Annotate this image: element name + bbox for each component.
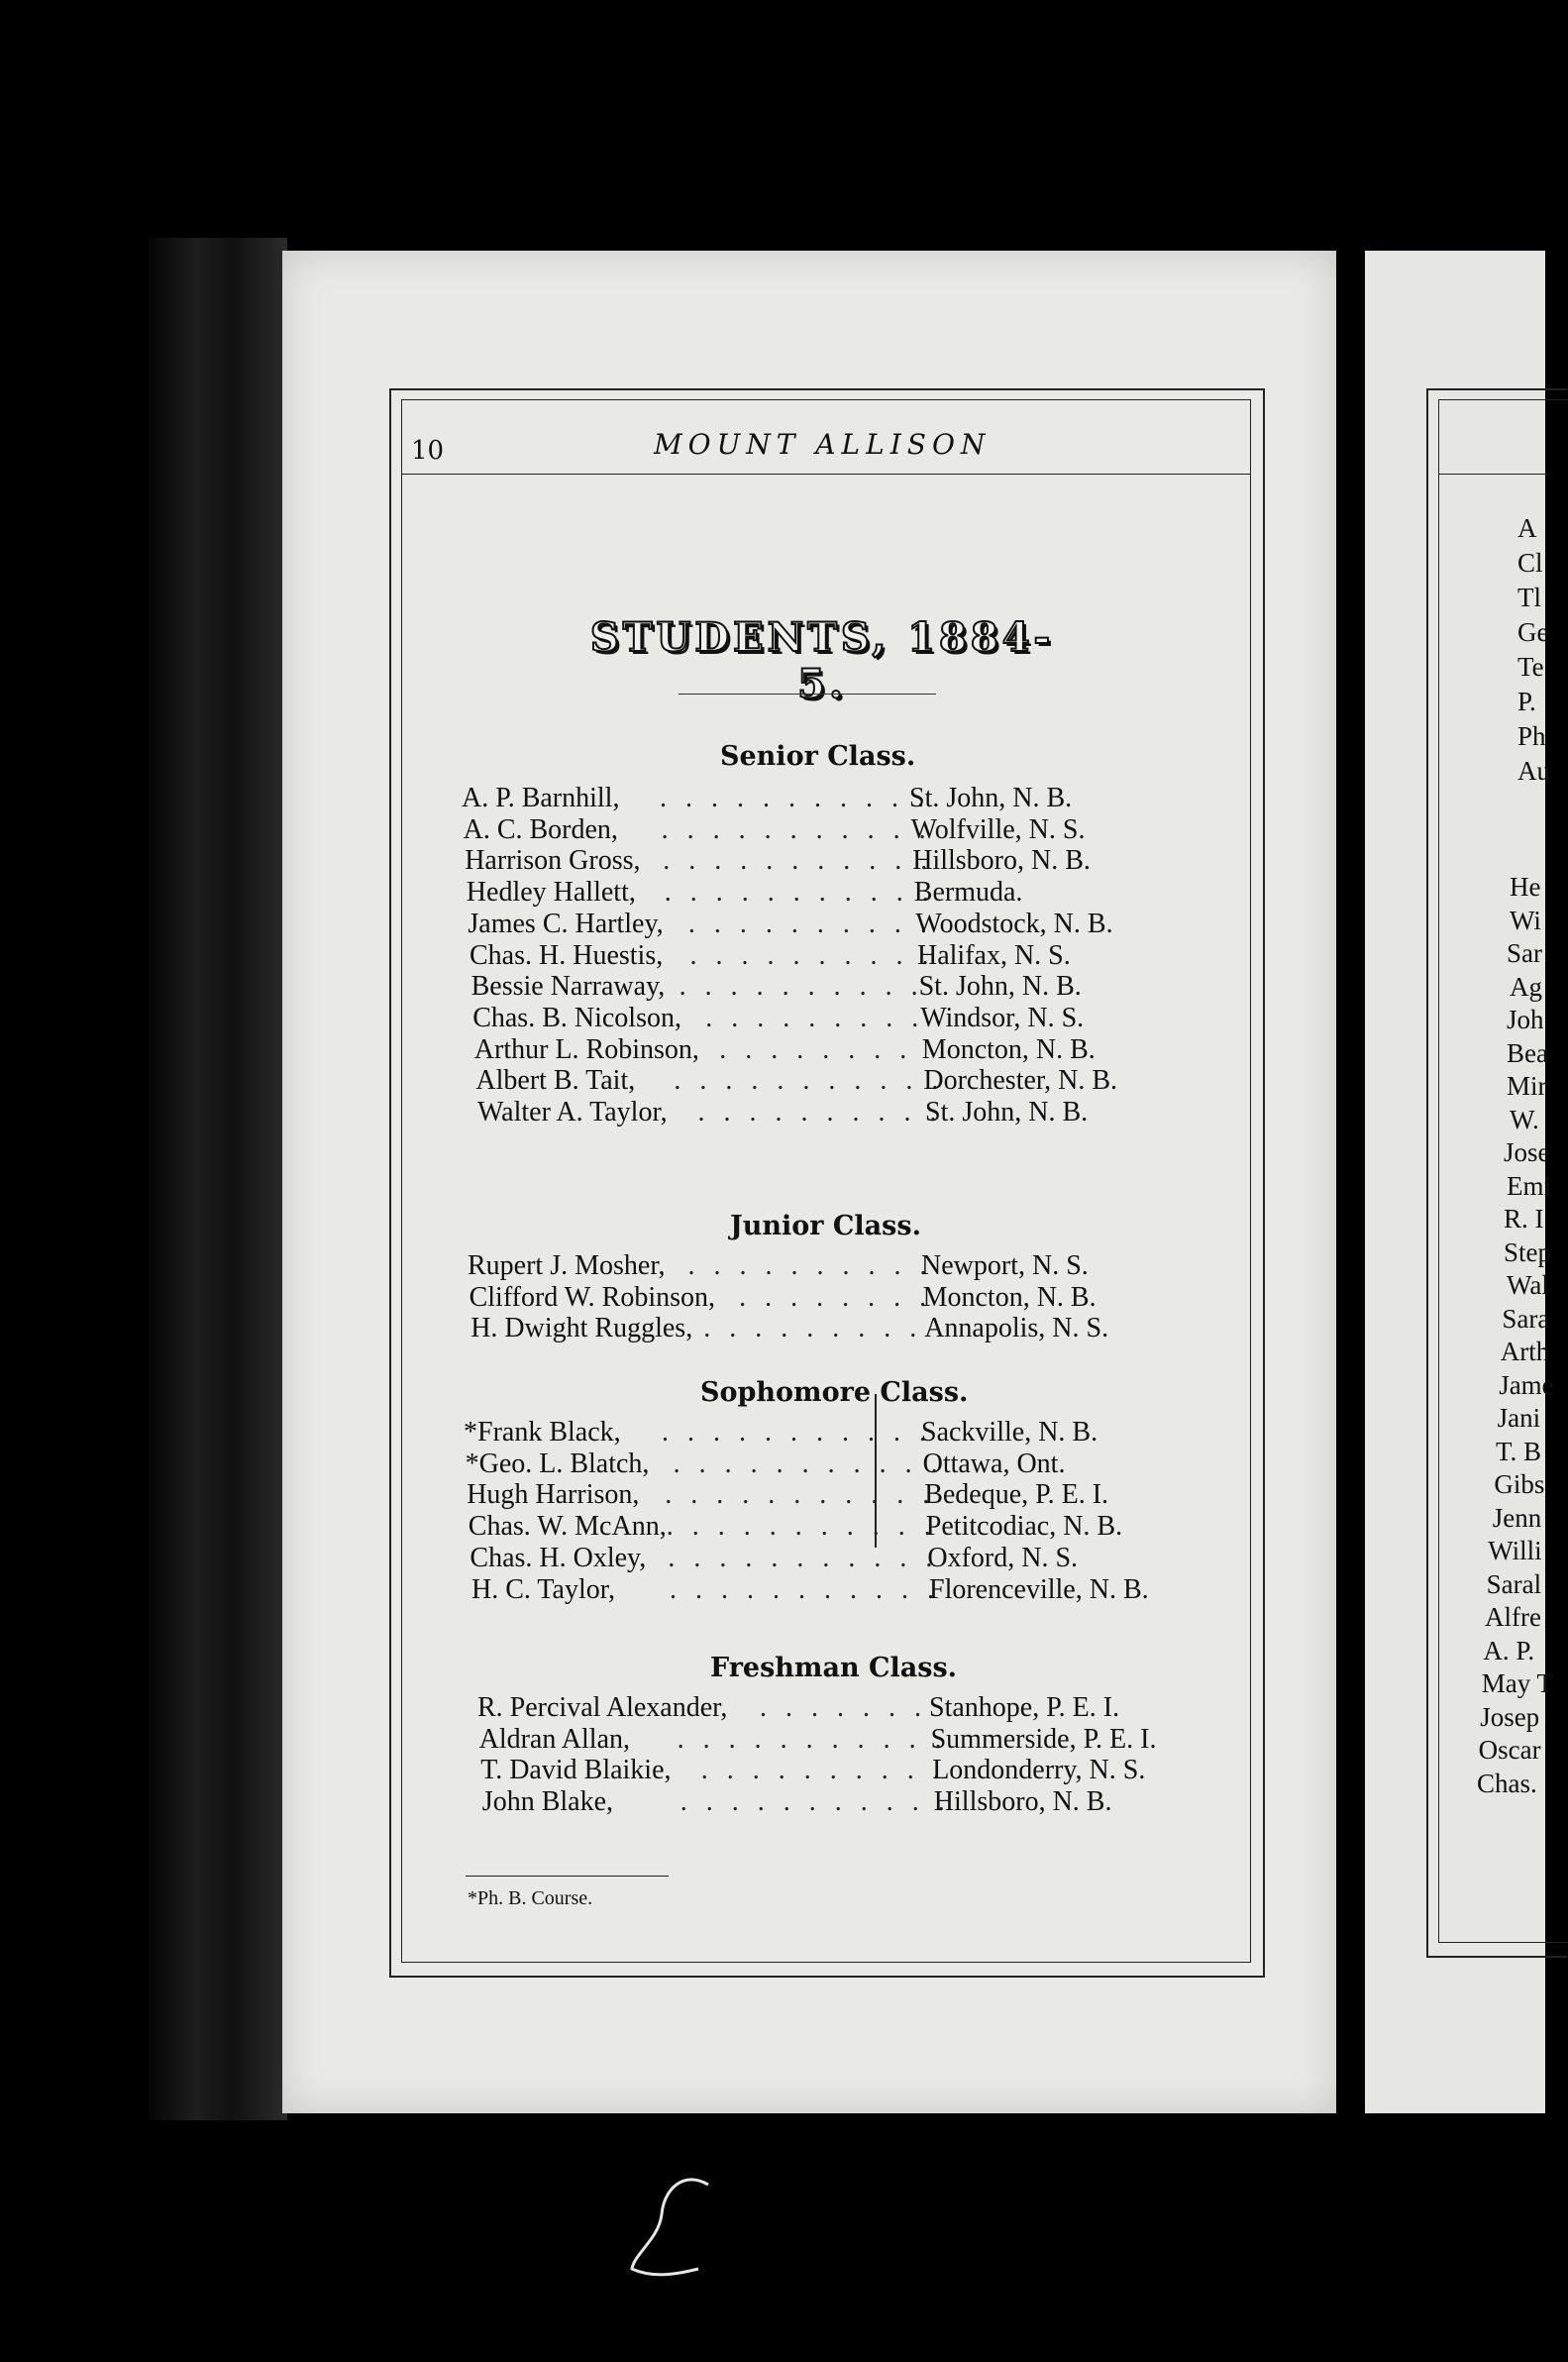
leader-dots: . . . . . . . . . . .	[670, 1573, 940, 1605]
student-name: Albert B. Tait,	[475, 1065, 636, 1097]
adjacent-text-fragment: Alfre	[1485, 1602, 1541, 1632]
leader-dots: . . . . . . . . . . .	[662, 1417, 932, 1448]
student-row	[479, 1724, 1232, 1760]
student-name: H. Dwight Ruggles,	[470, 1313, 693, 1344]
adjacent-text-fragment: Ge	[1517, 617, 1549, 647]
student-name: A. P. Barnhill,	[462, 783, 620, 813]
student-name: A. C. Borden,	[463, 813, 618, 845]
student-hometown: Hillsboro, N. B.	[933, 1786, 1112, 1818]
student-row	[470, 1543, 1222, 1578]
student-row	[467, 1479, 1219, 1515]
student-hometown: Summerside, P. E. I.	[930, 1723, 1157, 1755]
student-row	[477, 1097, 1230, 1132]
student-hometown: Woodstock, N. B.	[915, 908, 1113, 939]
student-name: Arthur L. Robinson,	[473, 1033, 699, 1065]
leader-dots: . . . . . . . . . . .	[661, 813, 932, 845]
leader-dots: . . . . . . . . . .	[697, 1097, 943, 1127]
student-hometown: Bedeque, P. E. I.	[924, 1479, 1109, 1511]
student-hometown: Hillsboro, N. B.	[912, 845, 1091, 877]
adjacent-text-fragment: Joh	[1507, 1005, 1544, 1034]
student-hometown: Bermuda.	[913, 877, 1023, 909]
adjacent-text-fragment: W.	[1510, 1104, 1539, 1134]
student-hometown: Stanhope, P. E. I.	[929, 1692, 1120, 1723]
student-row	[472, 1003, 1225, 1038]
leader-dots: . . . . . . . .	[739, 1281, 933, 1313]
adjacent-text-fragment: Gibs	[1494, 1469, 1545, 1499]
student-name: H. C. Taylor,	[471, 1573, 615, 1605]
adjacent-text-fragment: Ag	[1510, 971, 1542, 1002]
leader-dots: . . . . . . . . . .	[689, 939, 935, 971]
section-heading: Sophomore Class.	[700, 1377, 969, 1408]
student-hometown: Petitcodiac, N. B.	[925, 1511, 1123, 1543]
student-hometown: Halifax, N. S.	[917, 939, 1071, 971]
adjacent-text-fragment: Wi	[1510, 905, 1541, 935]
footnote-rule	[466, 1876, 669, 1877]
adjacent-text-fragment: Josep	[1480, 1701, 1540, 1732]
leader-dots: . . . . . . . . . . .	[660, 783, 930, 813]
adjacent-text-fragment: Emi	[1507, 1170, 1551, 1201]
leader-dots: . . . . . . . . . . .	[674, 1065, 945, 1097]
student-name: Chas. H. Huestis,	[470, 939, 664, 971]
leader-dots: . . . . . . .	[760, 1692, 927, 1723]
leader-dots: . . . . . . . . . . .	[665, 1479, 936, 1511]
leader-dots: . . . . . . . . . .	[679, 971, 924, 1003]
student-hometown: Wolfville, N. S.	[910, 813, 1086, 845]
adjacent-text-fragment: Jose	[1504, 1137, 1550, 1167]
student-name: Walter A. Taylor,	[477, 1097, 668, 1127]
student-hometown: St. John, N. B.	[925, 1097, 1089, 1127]
adjacent-text-fragment: Ph	[1517, 721, 1546, 751]
student-name: Clifford W. Robinson,	[469, 1281, 715, 1313]
student-row	[467, 877, 1219, 913]
adjacent-text-fragment: Jani	[1497, 1403, 1541, 1433]
student-hometown: Moncton, N. B.	[922, 1281, 1097, 1313]
adjacent-text-fragment: Bea	[1507, 1037, 1548, 1068]
section-heading: Senior Class.	[720, 741, 916, 772]
student-row	[468, 1250, 1220, 1286]
adjacent-text-fragment: May T	[1481, 1668, 1554, 1698]
adjacent-text-fragment: Oscar	[1478, 1735, 1541, 1765]
adjacent-text-fragment: P.	[1517, 687, 1536, 716]
leader-dots: . . . . . . . . . . .	[677, 1723, 948, 1755]
student-hometown: Moncton, N. B.	[921, 1033, 1096, 1065]
sophomore-bracket	[875, 1394, 877, 1548]
student-hometown: Londonderry, N. S.	[932, 1755, 1146, 1786]
adjacent-text-fragment: Mir	[1507, 1071, 1547, 1101]
stray-mark	[624, 2170, 743, 2289]
student-name: Hugh Harrison,	[467, 1479, 640, 1511]
leader-dots: . . . . . . . .	[719, 1033, 913, 1065]
leader-dots: . . . . . . . . . . .	[668, 1542, 939, 1573]
student-hometown: Newport, N. S.	[921, 1250, 1089, 1281]
adjacent-text-fragment: Cl	[1517, 548, 1543, 578]
adjacent-text-fragment: Arth	[1500, 1337, 1550, 1366]
student-name: *Frank Black,	[464, 1417, 621, 1448]
page-number: 10	[411, 436, 445, 466]
student-hometown: Sackville, N. B.	[921, 1417, 1098, 1448]
adjacent-text-fragment: Jame	[1499, 1369, 1554, 1400]
student-row	[469, 1511, 1221, 1547]
student-hometown: Annapolis, N. S.	[924, 1313, 1109, 1344]
student-row	[470, 1282, 1222, 1318]
adjacent-text-fragment: Jenn	[1492, 1502, 1542, 1533]
book-spine	[149, 238, 287, 2120]
student-name: Rupert J. Mosher,	[468, 1250, 666, 1281]
student-name: Chas. W. McAnn,	[468, 1511, 667, 1543]
student-name: T. David Blaikie,	[480, 1755, 672, 1786]
student-hometown: Florenceville, N. B.	[929, 1573, 1149, 1605]
adjacent-text-fragment: Sar	[1507, 938, 1542, 968]
section-heading: Junior Class.	[730, 1211, 921, 1241]
leader-dots: . . . . . . . . . .	[687, 908, 933, 939]
student-row	[464, 1417, 1216, 1452]
student-row	[471, 971, 1224, 1007]
student-hometown: Windsor, N. S.	[920, 1002, 1085, 1033]
leader-dots: . . . . . . . . .	[703, 1313, 923, 1344]
adjacent-text-fragment: A. P.	[1483, 1635, 1535, 1665]
student-name: Bessie Narraway,	[470, 971, 666, 1003]
leader-dots: . . . . . . . . . . .	[673, 1448, 944, 1479]
leader-dots: . . . . . . . . . .	[687, 1250, 933, 1281]
title-rule	[679, 694, 936, 695]
student-row	[482, 1786, 1235, 1822]
student-row	[470, 1313, 1223, 1348]
adjacent-text-fragment: A	[1517, 513, 1537, 543]
adjacent-text-fragment: T. B	[1496, 1436, 1541, 1466]
student-name: James C. Hartley,	[468, 908, 664, 939]
student-row	[480, 1755, 1233, 1790]
adjacent-text-fragment: R. I	[1504, 1204, 1544, 1234]
page-title: STUDENTS, 1884-5.	[589, 614, 1055, 707]
adjacent-text-fragment: Au	[1517, 756, 1550, 786]
adjacent-text-fragment: Tl	[1517, 583, 1541, 612]
student-name: Aldran Allan,	[478, 1723, 631, 1755]
student-row	[468, 909, 1220, 944]
student-row	[465, 845, 1217, 881]
adjacent-text-fragment: Saral	[1486, 1568, 1542, 1599]
student-row	[466, 1449, 1218, 1484]
right-header-rule	[1438, 474, 1547, 475]
student-row	[471, 1574, 1224, 1610]
section-heading: Freshman Class.	[710, 1653, 958, 1683]
student-name: Hedley Hallett,	[466, 877, 636, 909]
header-rule	[401, 474, 1251, 475]
student-hometown: St. John, N. B.	[918, 971, 1082, 1003]
adjacent-text-fragment: Chas.	[1477, 1768, 1537, 1798]
adjacent-text-fragment: He	[1510, 872, 1541, 902]
student-name: R. Percival Alexander,	[477, 1692, 728, 1723]
adjacent-text-fragment: Willi	[1488, 1536, 1542, 1565]
student-name: Chas. H. Oxley,	[470, 1542, 647, 1573]
leader-dots: . . . . . . . . . . .	[666, 1511, 937, 1543]
student-row	[464, 814, 1216, 850]
leader-dots: . . . . . . . . . .	[700, 1755, 946, 1786]
leader-dots: . . . . . . . . . . .	[663, 845, 934, 877]
adjacent-text-fragment: Wal	[1507, 1270, 1549, 1300]
student-hometown: Ottawa, Ont.	[922, 1448, 1066, 1479]
student-row	[470, 940, 1222, 976]
adjacent-text-fragment: Step	[1504, 1236, 1552, 1267]
student-row	[462, 783, 1214, 818]
student-name: *Geo. L. Blatch,	[465, 1448, 650, 1479]
adjacent-text-fragment: Sara	[1502, 1303, 1550, 1334]
student-name: Harrison Gross,	[465, 845, 641, 877]
student-row	[477, 1692, 1230, 1728]
student-row	[474, 1034, 1227, 1070]
student-hometown: St. John, N. B.	[909, 783, 1073, 813]
student-hometown: Oxford, N. S.	[927, 1542, 1079, 1573]
adjacent-text-fragment: Te	[1517, 652, 1544, 682]
leader-dots: . . . . . . . . . . .	[679, 1786, 951, 1818]
student-hometown: Dorchester, N. B.	[923, 1065, 1117, 1097]
student-row	[475, 1065, 1228, 1101]
leader-dots: . . . . . . . . . . .	[664, 877, 935, 909]
student-name: Chas. B. Nicolson,	[472, 1002, 681, 1033]
student-name: John Blake,	[481, 1786, 614, 1818]
leader-dots: . . . . . . . . .	[705, 1002, 925, 1033]
running-head: MOUNT ALLISON	[654, 428, 992, 461]
footnote: *Ph. B. Course.	[468, 1887, 593, 1909]
